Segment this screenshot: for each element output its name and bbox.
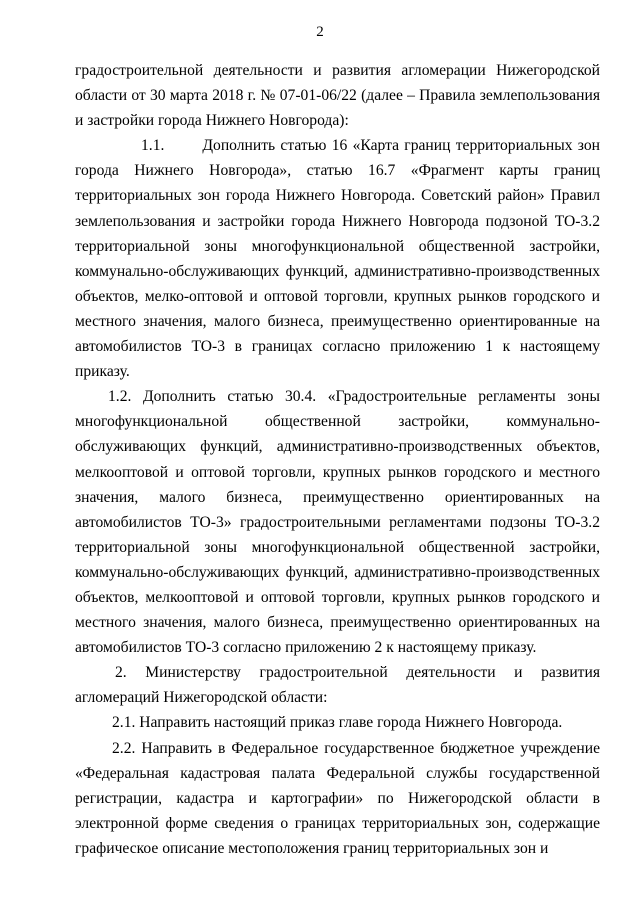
paragraph-item-2: 2. Министерству градостроительной деятельности и развития агломераций Нижегородской области: [75,664,600,707]
page-number: 2 [316,24,324,40]
document-body [75,58,600,861]
paragraph-item-1-2: 1.2. Дополнить статью 30.4. «Градостроительные регламенты зоны многофункциональной общественной застройки, коммунально-обслуживающих функций, административно-производственных объектов, мелкооптовой и оптовой торговли, крупных рынков городского и местного значения, малого бизнеса, преимущественно ориентированных на автомобилистов ТО-3» градостроительными регламентами подзоны ТО-3.2 территориальной зоны многофункциональной общественной застройки, коммунально-обслуживающих функций, административно-производственных объектов, мелкооптовой и оптовой торговли, крупных рынков городского и местного значения, малого бизнеса, преимущественно ориентированных на автомобилистов ТО-3 согласно приложению 2 к настоящему приказу. [75,388,600,657]
paragraph-item-2-1: 2.1. Направить настоящий приказ главе города Нижнего Новгорода. [112,714,563,732]
paragraph-item-2-2: 2.2. Направить в Федеральное государственное бюджетное учреждение «Федеральная кадастровая палата Федеральной службы государственной регистрации, кадастра и картографии» по Нижегородской области в электронной форме сведения о границах территориальных зон, содержащие графическое описание местоположения границ территориальных зон и [75,739,600,857]
paragraph-item-1-1 [75,133,600,384]
paragraph-intro-continuation: градостроительной деятельности и развития агломерации Нижегородской области от 30 марта 2018 г. № 07-01-06/22 (далее – Правила землепользования и застройки города Нижнего Новгорода): [75,62,600,130]
paragraph-text: Дополнить статью 16 «Карта границ территориальных зон города Нижнего Новгорода», статью 16.7 «Фрагмент карты границ территориальных зон города Нижнего Новгорода. Советский район» Правил землепользования и застройки города Нижнего Новгорода подзоной ТО-3.2 территориальной зоны многофункциональной общественной застройки, коммунально-обслуживающих функций, административно-производственных объектов, мелко-оптовой и оптовой торговли, крупных рынков городского и местного значения, малого бизнеса, преимущественно ориентированные на автомобилистов ТО-3 в границах согласно приложению 1 к настоящему приказу. [75,137,600,381]
item-number: 1.1. [141,137,165,155]
